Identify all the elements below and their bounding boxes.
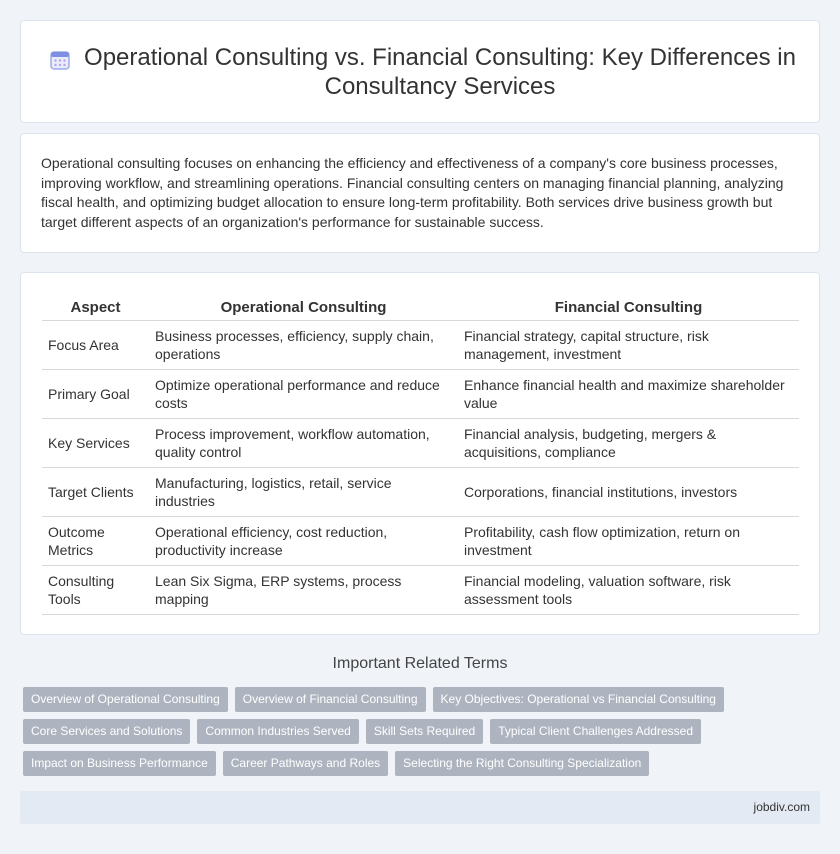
table-header-row xyxy=(42,295,799,321)
aspect-cell: Focus Area xyxy=(42,321,149,370)
tag-link[interactable]: Skill Sets Required xyxy=(366,719,483,744)
intro-card xyxy=(20,133,820,253)
tag-link[interactable]: Common Industries Served xyxy=(197,719,358,744)
operational-cell: Optimize operational performance and reduce costs xyxy=(149,370,458,419)
operational-cell: Operational efficiency, cost reduction, productivity increase xyxy=(149,517,458,566)
tag-row xyxy=(23,687,813,712)
tag-link[interactable]: Typical Client Challenges Addressed xyxy=(490,719,701,744)
table-row xyxy=(42,468,799,517)
related-terms-heading: Important Related Terms xyxy=(332,655,508,672)
tag-row xyxy=(23,719,813,744)
financial-cell: Profitability, cash flow optimization, return on investment xyxy=(458,517,799,566)
comparison-card xyxy=(20,272,820,635)
table-row xyxy=(42,370,799,419)
comparison-table xyxy=(42,295,799,615)
column-header-financial: Financial Consulting xyxy=(458,295,799,321)
header-card xyxy=(20,20,820,123)
tag-row xyxy=(23,751,813,776)
tag-link[interactable]: Career Pathways and Roles xyxy=(223,751,388,776)
table-row xyxy=(42,321,799,370)
operational-cell: Manufacturing, logistics, retail, service industries xyxy=(149,468,458,517)
tag-link[interactable]: Impact on Business Performance xyxy=(23,751,216,776)
table-row xyxy=(42,517,799,566)
table-row xyxy=(42,419,799,468)
tag-link[interactable]: Overview of Operational Consulting xyxy=(23,687,228,712)
page-title: Operational Consulting vs. Financial Consulting: Key Differences in Consultancy Services xyxy=(84,44,796,100)
column-header-aspect: Aspect xyxy=(42,295,149,321)
footer xyxy=(20,791,820,824)
column-header-operational: Operational Consulting xyxy=(149,295,458,321)
operational-cell: Process improvement, workflow automation, quality control xyxy=(149,419,458,468)
related-terms-tags xyxy=(23,687,813,783)
financial-cell: Financial strategy, capital structure, risk management, investment xyxy=(458,321,799,370)
intro-paragraph: Operational consulting focuses on enhancing the efficiency and effectiveness of a company's core business processes, improving workflow, and streamlining operations. Financial consulting centers on managing financial planning, analyzing fiscal health, and optimizing budget allocation to ensure long-term profitability. Both services drive business growth but target different aspects of an organization's performance for sustainable success. xyxy=(41,155,784,230)
operational-cell: Business processes, efficiency, supply chain, operations xyxy=(149,321,458,370)
tag-link[interactable]: Overview of Financial Consulting xyxy=(235,687,426,712)
tag-link[interactable]: Selecting the Right Consulting Specialization xyxy=(395,751,649,776)
aspect-cell: Primary Goal xyxy=(42,370,149,419)
operational-cell: Lean Six Sigma, ERP systems, process mapping xyxy=(149,566,458,615)
footer-site-link[interactable]: jobdiv.com xyxy=(753,800,810,814)
financial-cell: Corporations, financial institutions, investors xyxy=(458,468,799,517)
aspect-cell: Outcome Metrics xyxy=(42,517,149,566)
table-row xyxy=(42,566,799,615)
tag-link[interactable]: Key Objectives: Operational vs Financial Consulting xyxy=(433,687,724,712)
aspect-cell: Target Clients xyxy=(42,468,149,517)
financial-cell: Enhance financial health and maximize shareholder value xyxy=(458,370,799,419)
financial-cell: Financial modeling, valuation software, risk assessment tools xyxy=(458,566,799,615)
financial-cell: Financial analysis, budgeting, mergers & acquisitions, compliance xyxy=(458,419,799,468)
tag-link[interactable]: Core Services and Solutions xyxy=(23,719,190,744)
aspect-cell: Consulting Tools xyxy=(42,566,149,615)
aspect-cell: Key Services xyxy=(42,419,149,468)
